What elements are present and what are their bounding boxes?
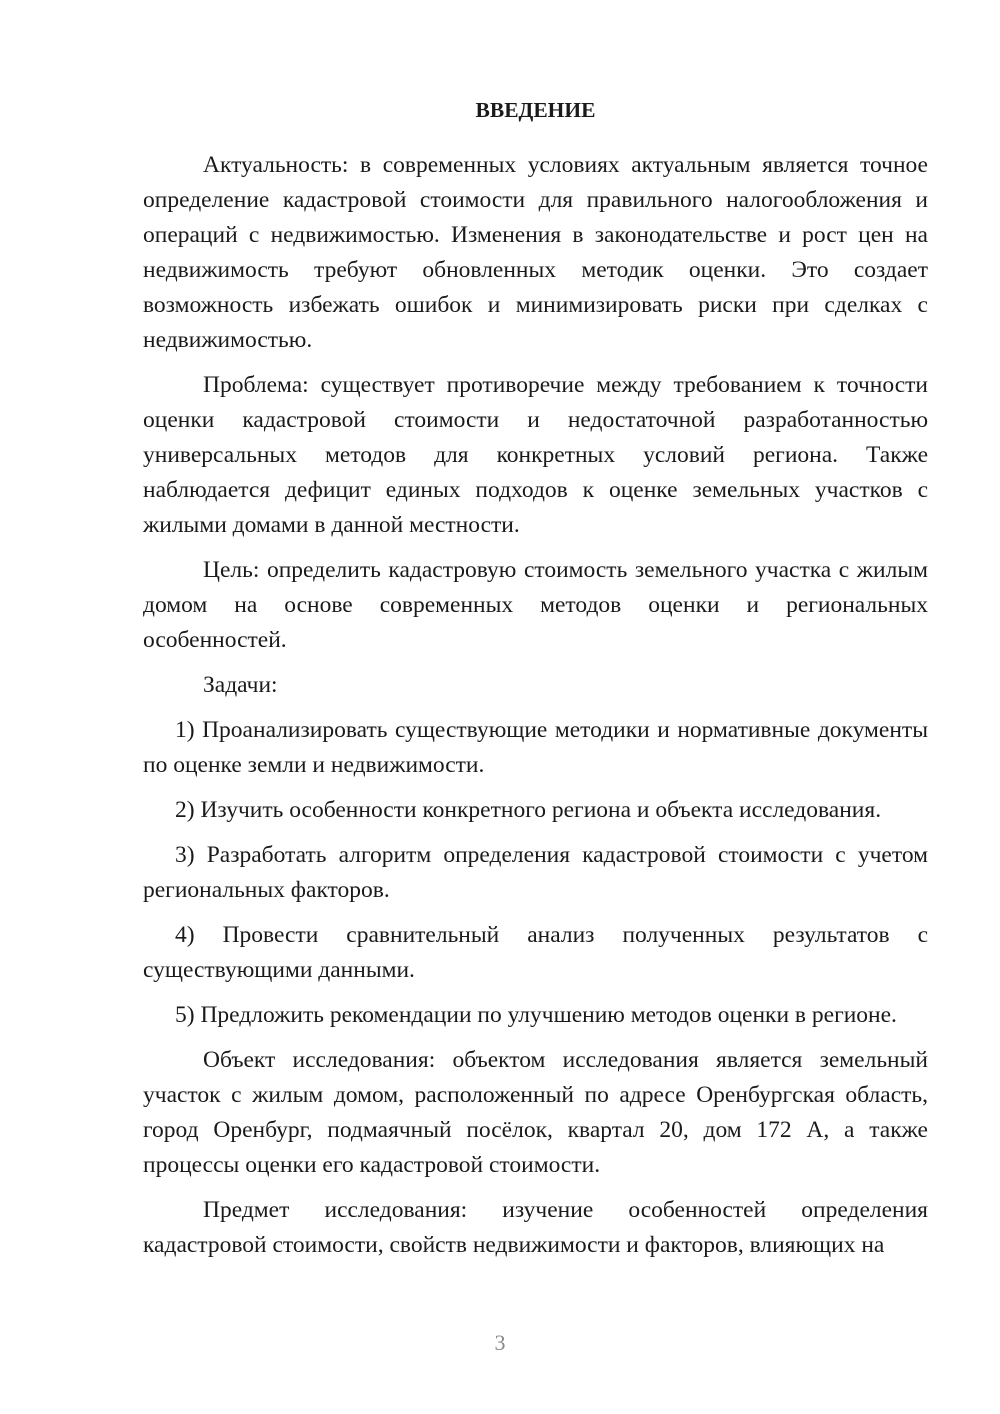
relevance-paragraph: Актуальность: в современных условиях актуальным является точное определение кадастровой стоимости для правильного налогообложения и операций с недвижимостью. Изменения в законодательстве и рост цен на недвижимость требуют обновленных методик оценки. Это создает возможность избежать ошибок и минимизировать риски при сделках с недвижимостью. [143, 152, 928, 353]
task-item-3: 3) Разработать алгоритм определения кадастровой стоимости с учетом региональных факторов. [143, 842, 928, 903]
task-item-5: 5) Предложить рекомендации по улучшению методов оценки в регионе. [175, 1002, 897, 1028]
page-number: 3 [494, 1330, 506, 1355]
subject-paragraph: Предмет исследования: изучение особенностей определения кадастровой стоимости, свойств недвижимости и факторов, влияющих на [143, 1197, 928, 1258]
document-body [143, 90, 928, 1273]
problem-paragraph: Проблема: существует противоречие между требованием к точности оценки кадастровой стоимости и недостаточной разработанностью универсальных методов для конкретных условий региона. Также наблюдается дефицит единых подходов к оценке земельных участков с жилыми домами в данной местности. [143, 372, 928, 538]
task-item-1: 1) Проанализировать существующие методики и нормативные документы по оценке земли и недвижимости. [143, 717, 928, 778]
goal-paragraph: Цель: определить кадастровую стоимость земельного участка с жилым домом на основе современных методов оценки и региональных особенностей. [143, 557, 928, 653]
object-paragraph: Объект исследования: объектом исследования является земельный участок с жилым домом, расположенный по адресе Оренбургская область, город Оренбург, подмаячный посёлок, квартал 20, дом 172 А, а также процессы оценки его кадастровой стоимости. [143, 1047, 928, 1178]
task-item-2: 2) Изучить особенности конкретного региона и объекта исследования. [175, 797, 882, 823]
task-item-4: 4) Провести сравнительный анализ полученных результатов с существующими данными. [143, 922, 928, 983]
tasks-label: Задачи: [203, 672, 278, 698]
page-title: ВВЕДЕНИЕ [475, 98, 596, 122]
